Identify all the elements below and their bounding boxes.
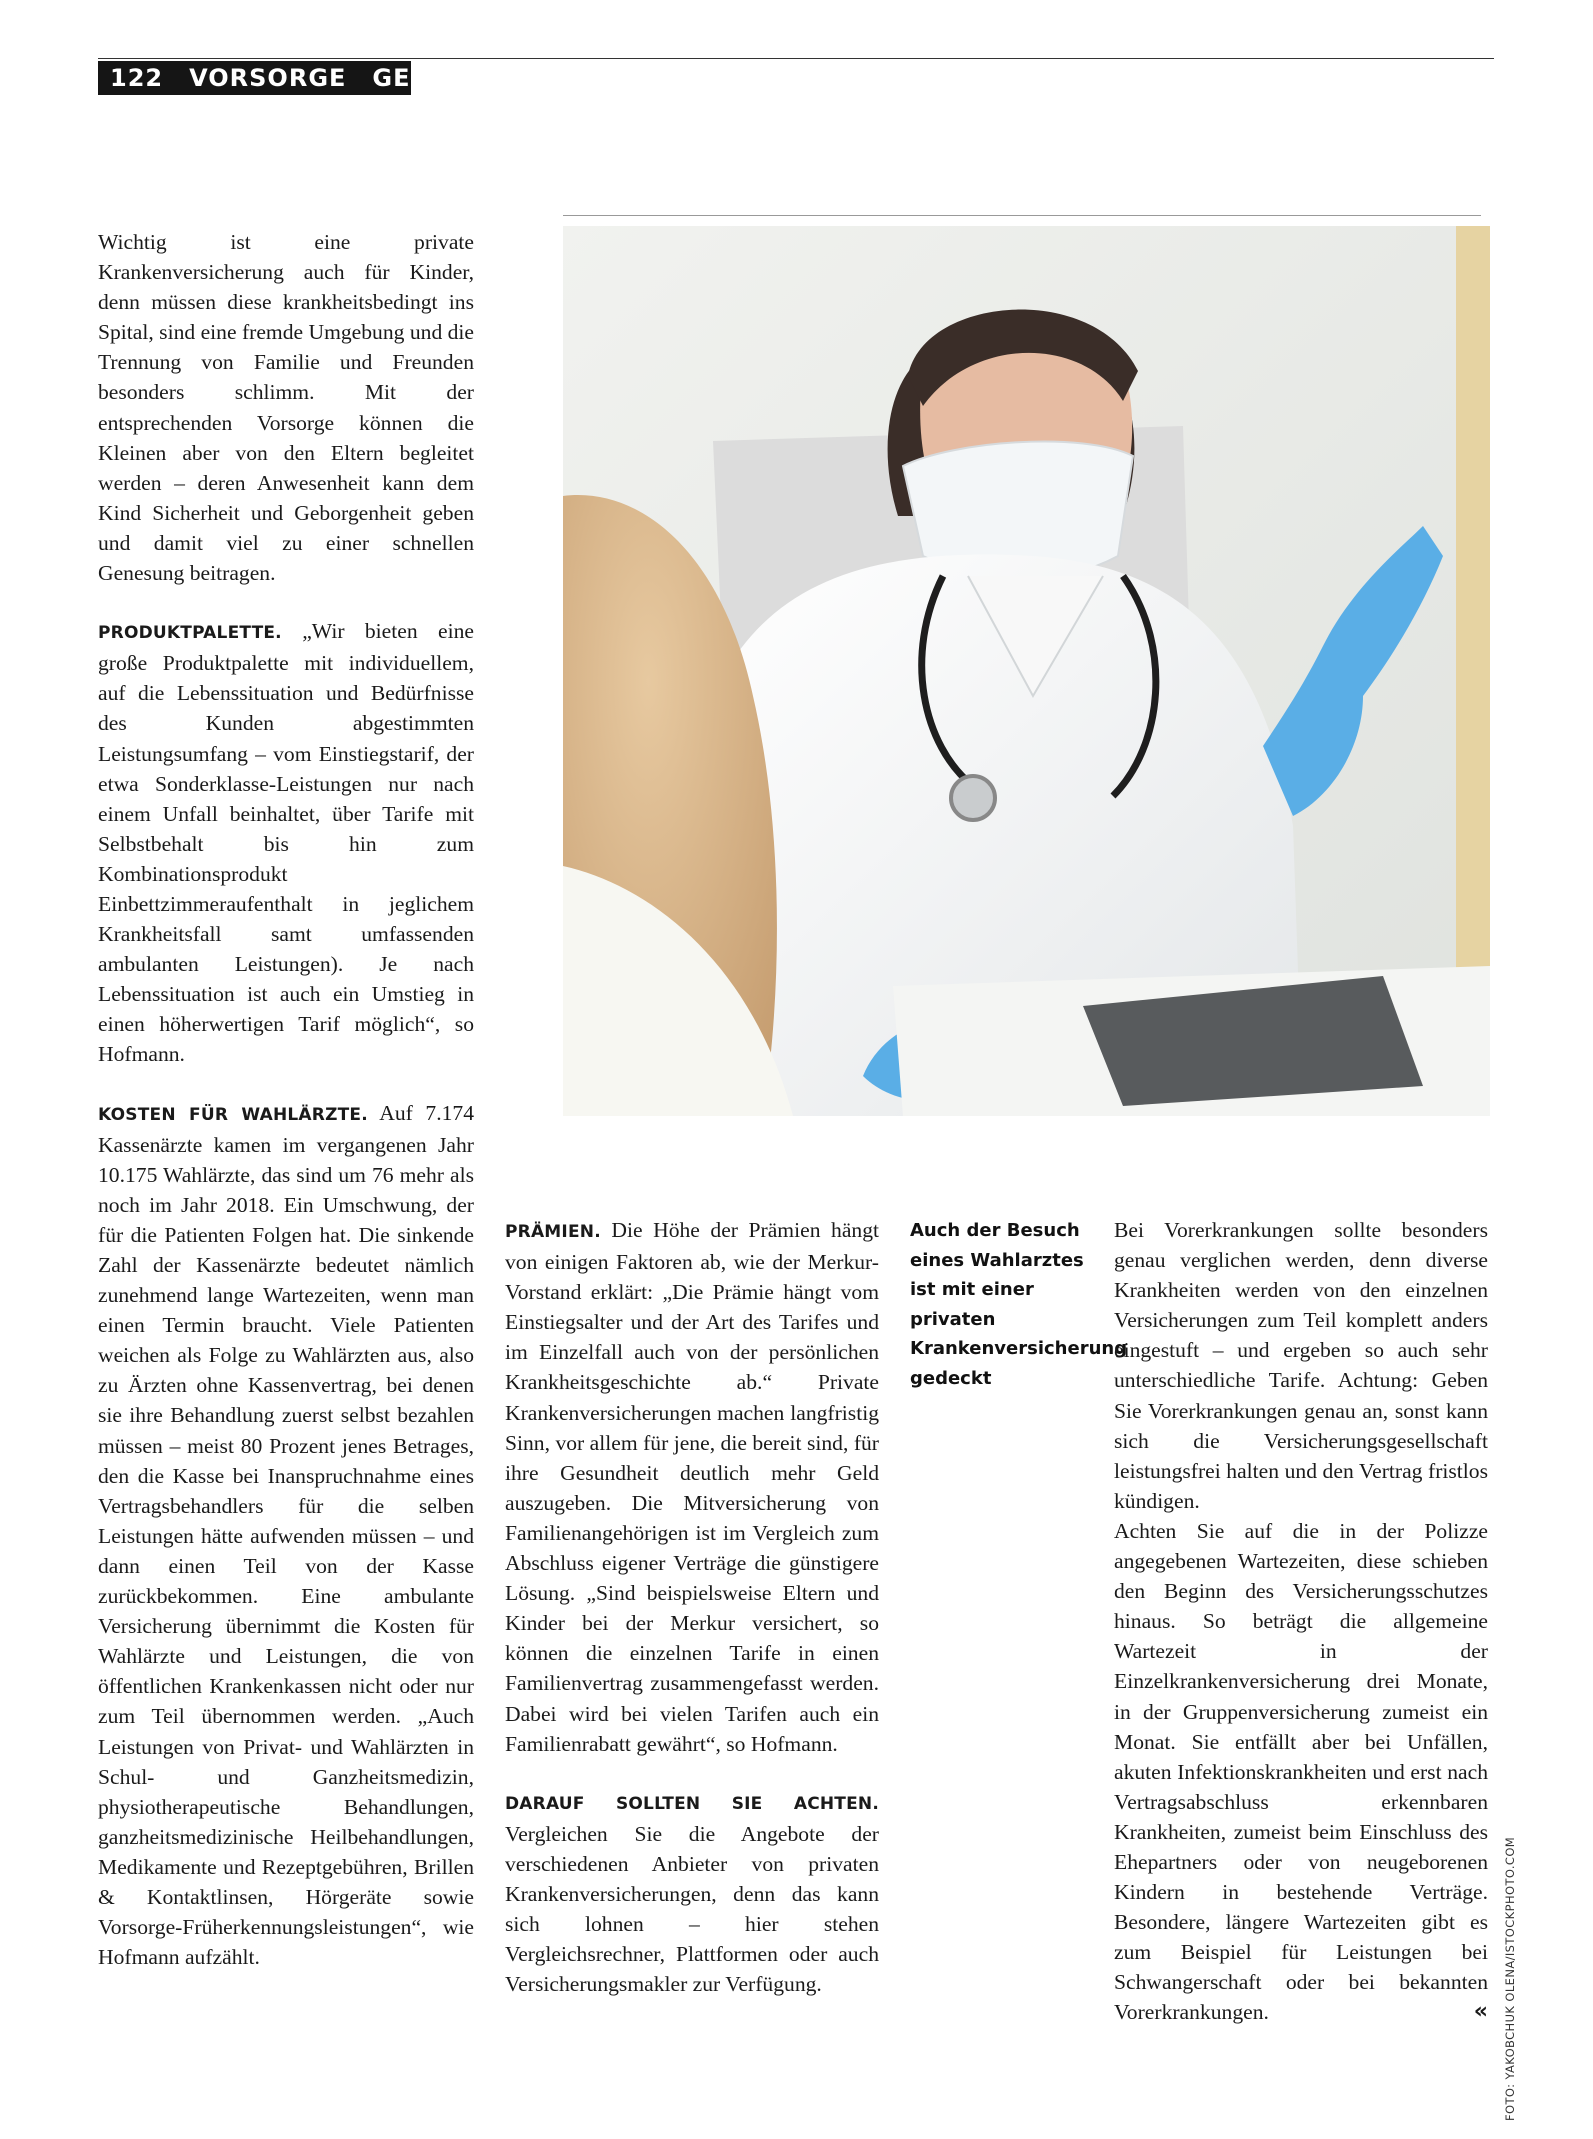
page-header (98, 61, 448, 95)
column-1 (98, 227, 474, 1972)
produktpalette-text: „Wir bieten eine große Produktpalette mit individuellem, auf die Lebenssituation und Bedürfnisse des Kunden abgestimmten Leistungsumfang – vom Einstiegstarif, der etwa Sonderklasse-Leistungen nur nach einem Unfall beinhaltet, über Tarife mit Selbstbehalt bis hin zum Kombinationsprodukt Einbettzimmeraufenthalt in jeglichem Krankheitsfall samt umfassenden ambulanten Leistungen). Je nach Lebenssituation ist auch ein Umstieg in einen höherwertigen Tarif möglich“, so Hofmann. (98, 619, 474, 1067)
header-rule (98, 58, 1494, 59)
column-2 (505, 1215, 879, 1999)
praemien-paragraph (505, 1215, 879, 1759)
vorerkrankungen-paragraph: Bei Vorerkrankungen sollte besonders genau verglichen werden, denn diverse Krankheiten werden von den einzelnen Versicherungen zum Teil komplett anders eingestuft – und ergeben so auch sehr unterschiedliche Tarife. Achtung: Geben Sie Vorerkrankungen genau an, sonst kann sich die Versicherungsgesellschaft leistungsfrei halten und den Vertrag fristlos kündigen. (1114, 1218, 1488, 1513)
photo-credit: FOTO: YAKOBCHUK OLENA/ISTOCKPHOTO.COM (1503, 1836, 1517, 2121)
produktpalette-paragraph (98, 616, 474, 1069)
intro-paragraph: Wichtig ist eine private Krankenversicherung auch für Kinder, denn müssen diese krankheitsbedingt ins Spital, sind eine fremde Umgebung und die Trennung von Familie und Freunden besonders schlimm. Mit der entsprechenden Vorsorge können die Kleinen aber von den Eltern begleitet werden – deren Anwesenheit kann dem Kind Sicherheit und Geborgenheit geben und damit viel zu einer schnellen Genesung beitragen. (98, 230, 475, 586)
wartezeiten-text: Achten Sie auf die in der Polizze angegebenen Wartezeiten, diese schieben den Beginn des Versicherungsschutzes hinaus. So beträgt die allgemeine Wartezeit in der Einzelkrankenversicherung drei Monate, in der Gruppenversicherung zumeist ein Monat. Sie entfällt aber bei Unfällen, akuten Infektionskrankheiten und erst nach Vertragsabschluss erkennbaren Krankheiten, zumeist beim Einschluss des Ehepartners oder von neugeborenen Kindern in bestehende Verträge. Besondere, längere Wartezeiten gibt es zum Beispiel für Leistungen bei Schwangerschaft oder bei bekannten Vorerkrankungen. (1114, 1518, 1488, 2025)
end-mark: « (1473, 1999, 1488, 2025)
achten-text: Vergleichen Sie die Angebote der verschiedenen Anbieter von privaten Krankenversicherungen, denn das kann sich lohnen – hier stehen Vergleichsrechner, Plattformen oder auch Versicherungsmakler zur Verfügung. (505, 1821, 879, 1997)
achten-paragraph (505, 1787, 879, 2000)
page-number: 122 (110, 64, 164, 92)
photo-caption: Auch der Besuch eines Wahlarztes ist mit einer privaten Krankenversicherung gedeckt (910, 1220, 1128, 1389)
achten-heading: DARAUF SOLLTEN SIE ACHTEN. (505, 1793, 879, 1814)
wahlaerzte-heading: KOSTEN FÜR WAHLÄRZTE. (98, 1104, 368, 1125)
doctor-illustration (563, 226, 1490, 1116)
praemien-heading: PRÄMIEN. (505, 1222, 601, 1242)
praemien-text: Die Höhe der Prämien hängt von einigen Faktoren ab, wie der Merkur-Vorstand erklärt: „Die Prämie hängt vom Einstiegsalter und der Art des Tarifes und im Einzelfall auch von der persönlichen Krankheitsgeschichte ab.“ Private Krankenversicherungen machen langfristig Sinn, vor allem für jene, die bereit sind, für ihre Gesundheit deutlich mehr Geld auszugeben. Die Mitversicherung von Familienangehörigen ist im Vergleich zum Abschluss eigener Verträge die günstigere Lösung. „Sind beispielsweise Eltern und Kinder bei der Merkur versichert, so können die einzelnen Tarife in einen Familienvertrag zusammengefasst werden. Dabei wird bei vielen Tarifen auch ein Familienrabatt gewährt“, so Hofmann. (505, 1218, 879, 1756)
section-label: VORSORGE (189, 64, 347, 92)
produktpalette-heading: PRODUKTPALETTE. (98, 623, 282, 644)
wartezeiten-paragraph (1114, 1516, 1488, 2028)
column-4 (1114, 1215, 1488, 2028)
wahlaerzte-paragraph (98, 1098, 474, 1973)
wahlaerzte-text: Auf 7.174 Kassenärzte kamen im vergangenen Jahr 10.175 Wahlärzte, das sind um 76 mehr als noch im Jahr 2018. Ein Umschwung, der für die Patienten Folgen hat. Die sinkende Zahl der Kassenärzte bedeutet nämlich zunehmend lange Wartezeiten, wenn man einen Termin braucht. Viele Patienten weichen als Folge zu Wahlärzten aus, also zu Ärzten ohne Kassenvertrag, bei denen sie ihre Behandlung zuerst selbst bezahlen müssen – meist 80 Prozent jenes Betrages, den die Kasse bei Inanspruchnahme eines Vertragsbehandlers für die selben Leistungen hätte aufwenden müssen – und dann einen Teil von der Kasse zurückbekommen. Eine ambulante Versicherung übernimmt die Kosten für Wahlärzte und Leistungen, die von öffentlichen Krankenkassen nicht oder nur zum Teil übernommen werden. „Auch Leistungen von Privat- und Wahlärzten in Schul- und Ganzheitsmedizin, physiotherapeutische Behandlungen, ganzheitsmedizinische Heilbehandlungen, Medikamente und Rezeptgebühren, Brillen & Kontaktlinsen, Hörgeräte sowie Vorsorge-Früherkennungsleistungen“, wie Hofmann aufzählt. (98, 1100, 474, 1970)
photo-rule (563, 215, 1481, 216)
category-label: GELD (372, 64, 448, 92)
doctor-photo (563, 226, 1490, 1116)
